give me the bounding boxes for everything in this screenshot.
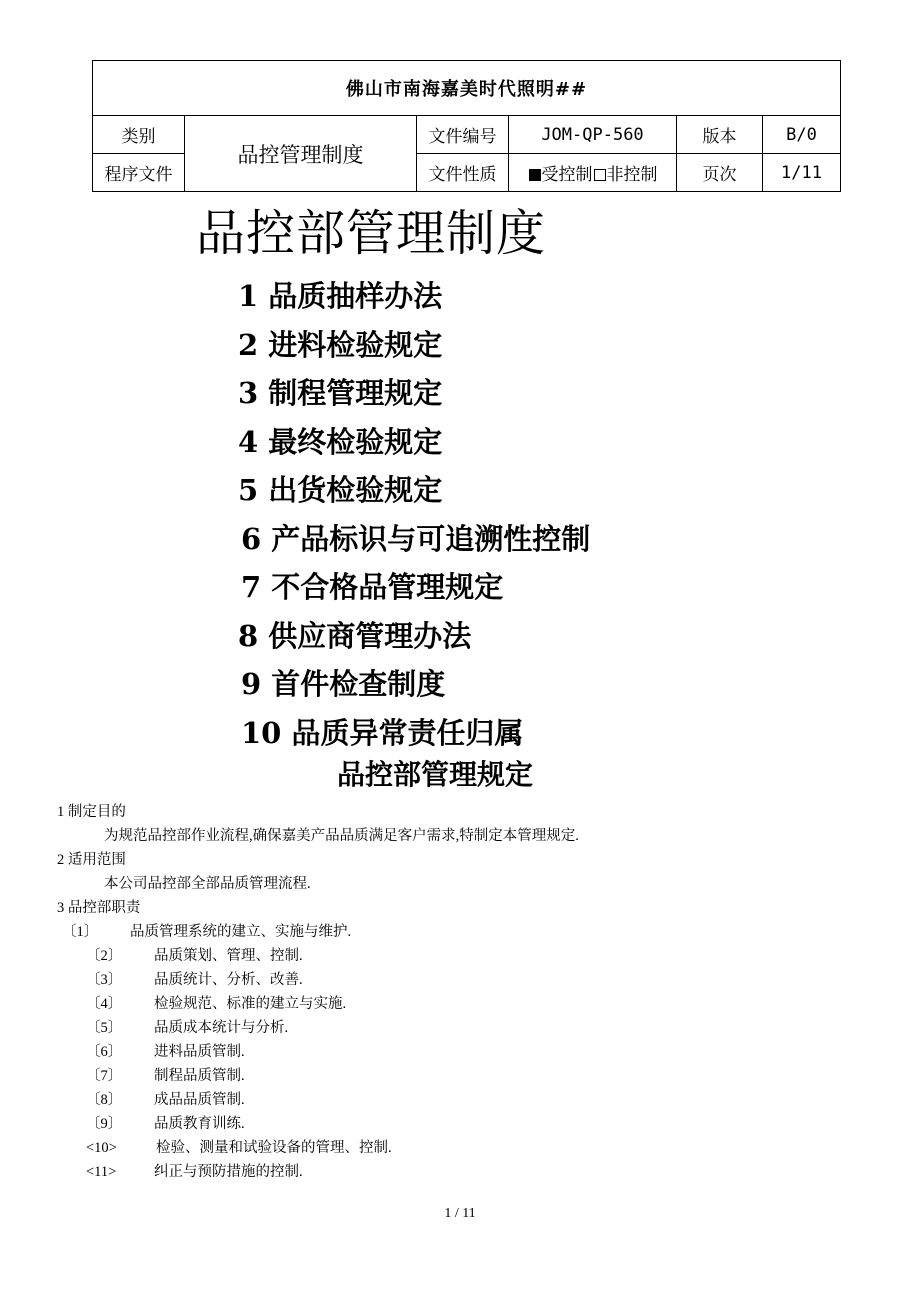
company-name: 佛山市南海嘉美时代照明##	[93, 61, 841, 116]
toc-item: 10 品质异常责任归属	[241, 715, 524, 750]
page-footer: 1 / 11	[444, 1206, 476, 1221]
duty-item: 〔3〕 品质统计、分析、改善.	[86, 972, 303, 988]
section-title: 品控部管理规定	[336, 758, 533, 791]
toc-item: 6 产品标识与可追溯性控制	[241, 521, 591, 556]
duty-item: 〔9〕 品质教育训练.	[86, 1116, 245, 1132]
section-2-heading: 2 适用范围	[57, 852, 126, 868]
toc-item: 5 出货检验规定	[238, 473, 443, 507]
controlled-label: 受控制	[541, 165, 593, 185]
section-2-body: 本公司品控部全部品质管理流程.	[104, 876, 311, 892]
duty-item: 〔8〕 成品品质管制.	[86, 1092, 245, 1108]
category-value: 程序文件	[93, 154, 185, 192]
toc-item: 1 品质抽样办法	[238, 279, 443, 313]
toc-item: 2 进料检验规定	[238, 327, 443, 362]
page-label: 页次	[677, 154, 763, 192]
duty-item: 〔4〕 检验规范、标准的建立与实施.	[86, 996, 347, 1012]
page-value: 1/11	[763, 154, 841, 192]
duty-item: 〔6〕 进料品质管制.	[86, 1044, 245, 1060]
doc-nature-label: 文件性质	[417, 154, 509, 192]
doc-number-label: 文件编号	[417, 116, 509, 154]
toc-item: 7 不合格品管理规定	[241, 570, 504, 604]
doc-number: JOM-QP-560	[509, 116, 677, 154]
section-3-heading: 3 品控部职责	[57, 900, 141, 916]
duty-item: 〔5〕 品质成本统计与分析.	[86, 1020, 289, 1036]
checked-box-icon	[529, 169, 541, 181]
toc-item: 3 制程管理规定	[238, 376, 443, 410]
document-title-cell: 品控管理制度	[185, 116, 417, 192]
duty-item: 〔1〕 品质管理系统的建立、实施与维护.	[62, 924, 352, 940]
toc-item: 4 最终检验规定	[238, 424, 443, 459]
section-1-heading: 1 制定目的	[57, 804, 126, 820]
main-title: 品控部管理制度	[196, 205, 547, 262]
table-of-contents	[238, 272, 590, 757]
duty-item: 〔2〕 品质策划、管理、控制.	[86, 948, 303, 964]
duty-item: 〔7〕 制程品质管制.	[86, 1068, 245, 1084]
toc-item: 8 供应商管理办法	[238, 618, 472, 653]
unchecked-box-icon	[594, 169, 606, 181]
toc-item: 9 首件检查制度	[241, 667, 446, 701]
doc-nature-value	[509, 154, 677, 192]
document-header-table	[92, 60, 841, 192]
section-1-body: 为规范品控部作业流程,确保嘉美产品品质满足客户需求,特制定本管理规定.	[104, 828, 579, 844]
version-label: 版本	[677, 116, 763, 154]
duty-item: <10> 检验、测量和试验设备的管理、控制.	[86, 1140, 392, 1156]
version-value: B/0	[763, 116, 841, 154]
duty-item: <11> 纠正与预防措施的控制.	[86, 1164, 303, 1180]
uncontrolled-label: 非控制	[606, 165, 658, 185]
category-label: 类别	[93, 116, 185, 154]
